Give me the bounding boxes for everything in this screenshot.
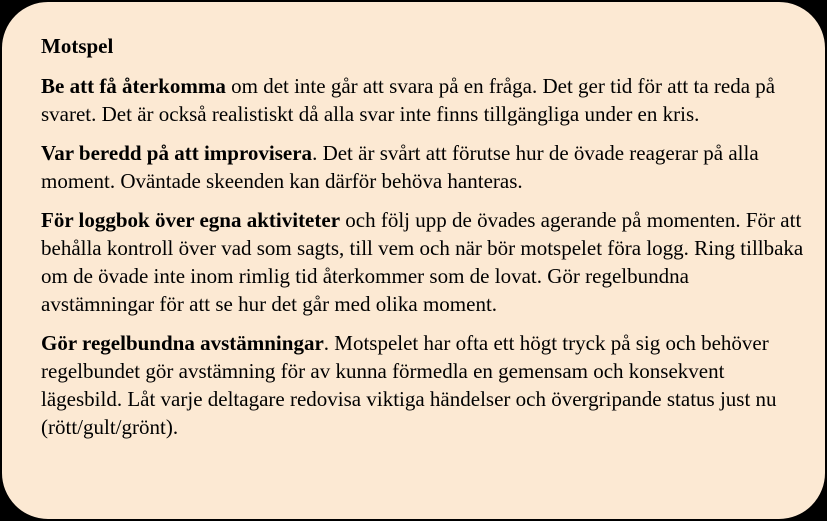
paragraph-lead: Var beredd på att improvisera [41, 141, 313, 165]
paragraph-body: och följ upp de övades agerande på momenten. För att behålla kontroll över vad som sagts, till vem och när bör motspelet föra logg. Ring tillbaka om de övade inte inom rimlig tid återkommer som de lovat. Gör regelbundna avstämningar för att se hur det går med olika moment. [41, 208, 804, 316]
paragraph-checkins [41, 329, 805, 441]
paragraph-lead: Gör regelbundna avstämningar [41, 331, 324, 355]
paragraph-logbook [41, 206, 805, 318]
paragraph-lead: Be att få återkomma [41, 74, 226, 98]
paragraph-body: om det inte går att svara på en fråga. Det ger tid för att ta reda på svaret. Det är också realistiskt då alla svar inte finns tillgängliga under en kris. [41, 74, 776, 126]
paragraph-body: . Det är svårt att förutse hur de övade reagerar på alla moment. Oväntade skeenden kan därför behöva hanteras. [41, 141, 759, 193]
paragraph-improvise [41, 139, 805, 195]
paragraph-lead: För loggbok över egna aktiviteter [41, 208, 341, 232]
paragraph-callback [41, 72, 805, 128]
card-title: Motspel [41, 34, 114, 58]
paragraph-body: . Motspelet har ofta ett högt tryck på sig och behöver regelbundet gör avstämning för av kunna förmedla en gemensam och konsekvent lägesbild. Låt varje deltagare redovisa viktiga händelser och övergripande status just nu (rött/gult/grönt). [41, 331, 777, 439]
